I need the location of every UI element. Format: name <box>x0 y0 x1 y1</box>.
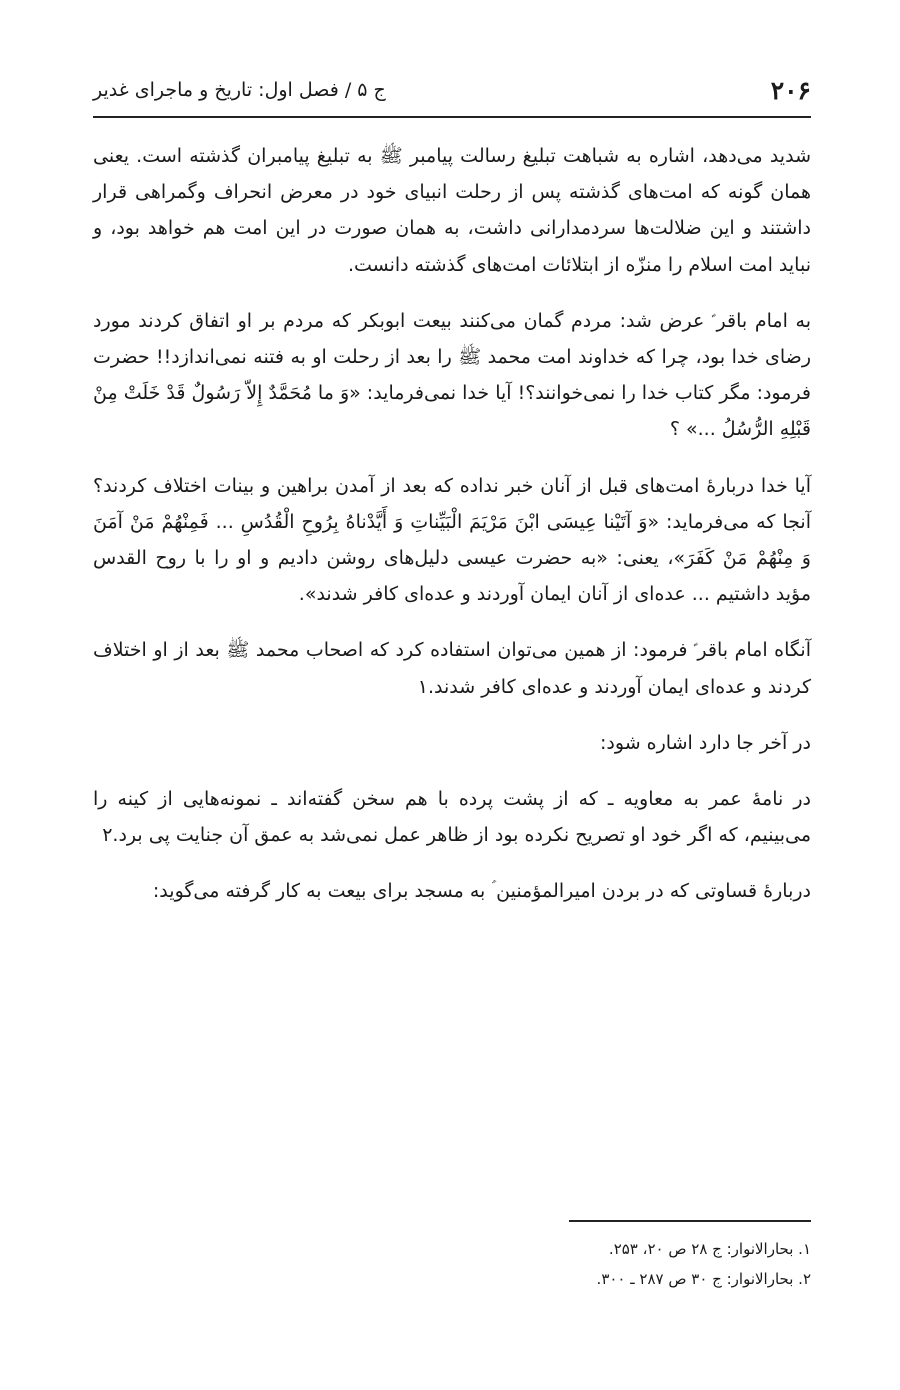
page-number: ۲۰۶ <box>770 75 811 105</box>
paragraph: آیا خدا دربارۀ امت‌های قبل از آنان خبر نداده که بعد از آمدن براهین و بینات اختلاف کردند؟ آنجا که می‌فرماید: «وَ آتَيْنا عِيسَى ابْنَ مَرْيَمَ الْبَيِّناتِ وَ أَيَّدْناهُ بِرُوحِ الْقُدُسِ ... فَمِنْهُمْ مَنْ آمَنَ وَ مِنْهُمْ مَنْ كَفَرَ»، یعنی: «به حضرت عیسی دلیل‌های روشن دادیم و او را با روح القدس مؤید داشتیم ... عده‌ای از آنان ایمان آوردند و عده‌ای کافر شدند». <box>93 474 811 606</box>
paragraph: در آخر جا دارد اشاره شود: <box>600 731 811 754</box>
paragraph: به امام باقر ؑ عرض شد: مردم گمان می‌کنند بیعت ابوبکر که مردم بر او اتفاق کردند مورد رضای خدا بود، چرا که خداوند امت محمد ﷺ را بعد از رحلت او به فتنه نمی‌اندازد!! حضرت فرمود: مگر کتاب خدا را نمی‌خوانند؟! آیا خدا نمی‌فرماید: «وَ ما مُحَمَّدٌ إِلاّ رَسُولٌ قَدْ خَلَتْ مِنْ قَبْلِهِ الرُّسُلُ ...» ؟ <box>93 309 811 441</box>
paragraph: آنگاه امام باقر ؑ فرمود: از همین می‌توان استفاده کرد که اصحاب محمد ﷺ بعد از او اختلاف کردند و عده‌ای ایمان آوردند و عده‌ای کافر شدند.۱ <box>93 639 811 698</box>
running-title: ج ۵ / فصل اول: تاریخ و ماجرای غدیر <box>93 79 386 101</box>
header-rule <box>93 116 811 118</box>
paragraph: شدید می‌دهد، اشاره به شباهت تبلیغ رسالت پیامبر ﷺ به تبلیغ پیامبران گذشته است. یعنی همان گونه که امت‌های گذشته پس از رحلت انبیای خود در معرض انحراف وگمراهی قرار داشتند و این ضلالت‌ها سردمدارانی داشت، به همان صورت در این امت هم خواهد بود، و نباید امت اسلام را منزّه از ابتلائات امت‌های گذشته دانست. <box>93 145 811 276</box>
footnote: ۲. بحارالانوار: ج ۳۰ ص ۲۸۷ ـ ۳۰۰. <box>596 1270 811 1288</box>
footnote: ۱. بحارالانوار: ج ۲۸ ص ۲۰، ۲۵۳. <box>608 1240 811 1258</box>
page-header <box>93 70 811 110</box>
footnote-rule <box>569 1220 811 1222</box>
paragraph: دربارۀ قساوتی که در بردن امیرالمؤمنین ؑ به مسجد برای بیعت به کار گرفته می‌گوید: <box>152 880 811 903</box>
footnotes <box>93 1234 811 1294</box>
body-text <box>93 138 811 930</box>
paragraph: در نامۀ عمر به معاویه ـ که از پشت پرده با هم سخن گفته‌اند ـ نمونه‌هایی از کینه را می‌بینیم، که اگر خود او تصریح نکرده بود از ظاهر عمل نمی‌شد به عمق آن جنایت پی برد.۲ <box>93 788 811 847</box>
